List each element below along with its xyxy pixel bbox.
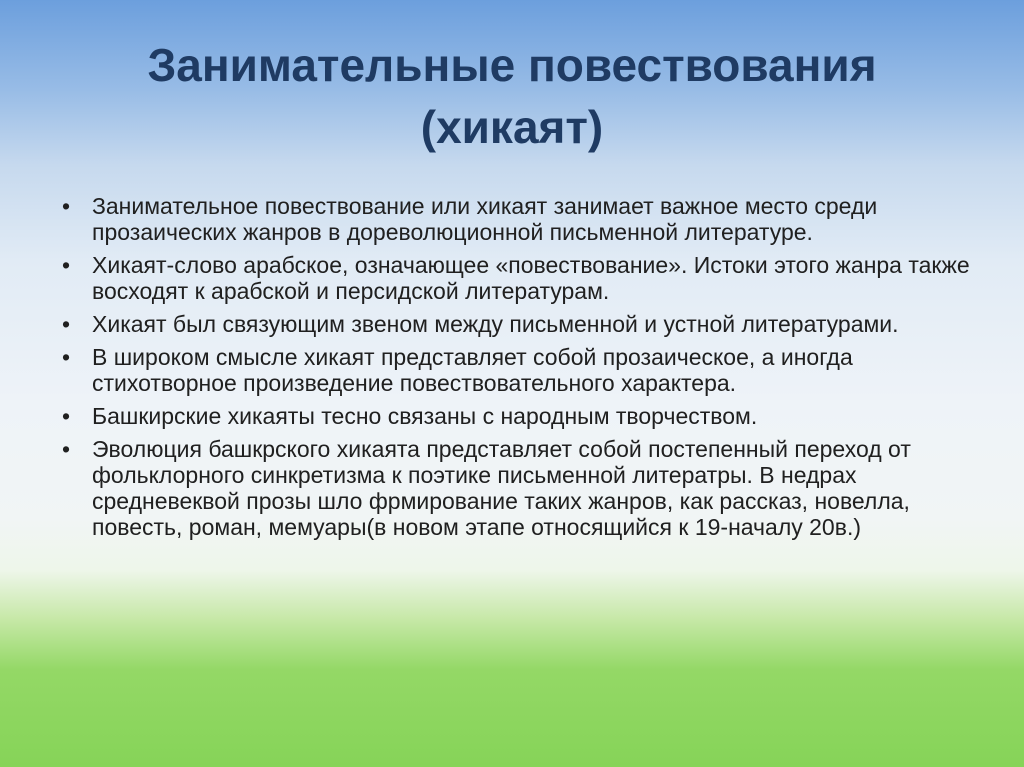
bullet-dot-icon: • (61, 436, 71, 462)
bullet-text: Хикаят-слово арабское, означающее «повествование». Истоки этого жанра также восходят к арабской и персидской литературам. (92, 252, 970, 304)
bullet-text: Башкирские хикаяты тесно связаны с народным творчеством. (92, 403, 758, 429)
bullet-dot-icon: • (61, 403, 71, 429)
bullet-dot-icon: • (61, 344, 71, 370)
bullet-dot-icon: • (61, 252, 71, 278)
slide-title (60, 34, 964, 158)
bullet-item (56, 436, 976, 540)
bullet-text: Эволюция башкрского хикаята представляет собой постепенный переход от фольклорного синкретизма к поэтике письменной литератры. В недрах средневеквой прозы шло фрмирование таких жанров, как рассказ, новелла, повесть, роман, мемуары(в новом этапе относящийся к 19-началу 20в.) (92, 436, 911, 540)
bullet-dot-icon: • (61, 193, 71, 219)
bullet-item (56, 311, 976, 337)
bullet-item (56, 252, 976, 304)
bullet-text: В широком смысле хикаят представляет собой прозаическое, а иногда стихотворное произведение повествовательного характера. (92, 344, 853, 396)
bullet-text: Занимательное повествование или хикаят занимает важное место среди прозаических жанров в дореволюционной письменной литературе. (92, 193, 878, 245)
bullet-list (56, 193, 976, 547)
bullet-item (56, 403, 976, 429)
bullet-text: Хикаят был связующим звеном между письменной и устной литературами. (92, 311, 899, 337)
bullet-item (56, 344, 976, 396)
bullet-item (56, 193, 976, 245)
slide-title-line-1: Занимательные повествования (147, 39, 877, 91)
bullet-dot-icon: • (61, 311, 71, 337)
slide-title-line-2: (хикаят) (420, 101, 604, 153)
